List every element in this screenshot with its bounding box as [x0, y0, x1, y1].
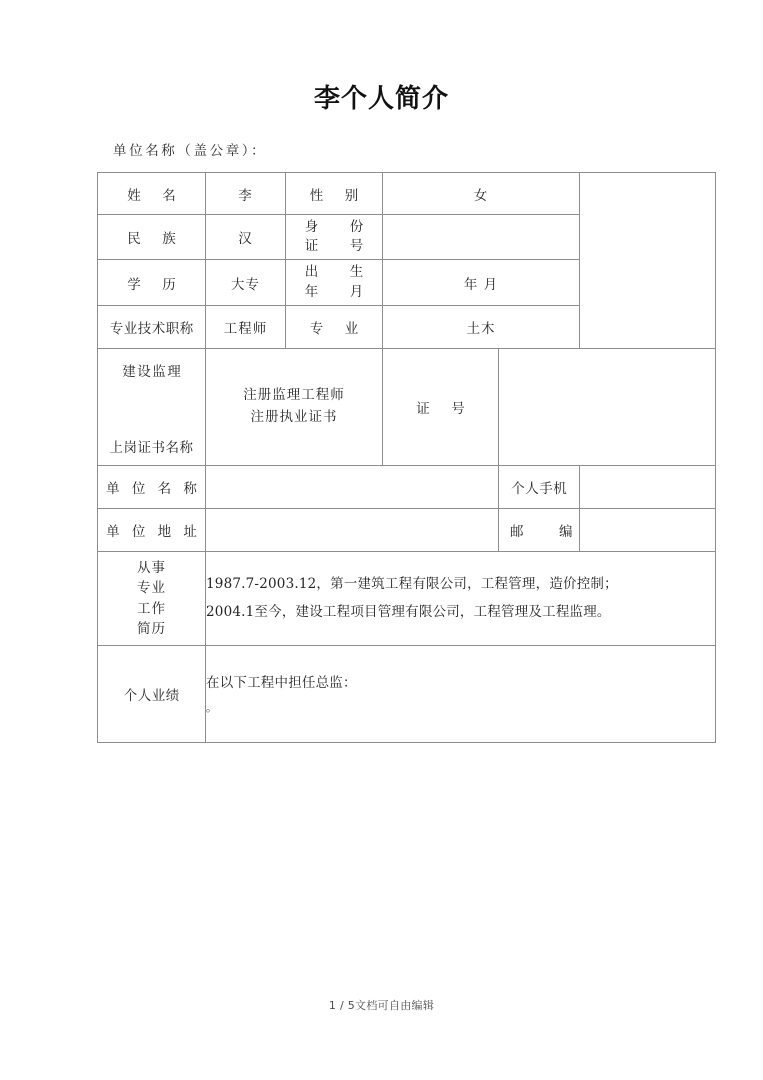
cell-value-name[interactable]: 李	[206, 173, 286, 215]
personal-profile-table	[97, 172, 716, 743]
photo-cell[interactable]	[580, 173, 716, 349]
cell-label-id-number	[286, 215, 383, 260]
cell-value-performance[interactable]	[206, 646, 716, 743]
birthdate-label-line1: 出 生	[304, 264, 373, 281]
cell-label-education: 学 历	[98, 260, 206, 306]
id-label-line2: 证 号	[304, 238, 373, 254]
table-row-work-resume	[98, 552, 716, 646]
cell-value-education[interactable]: 大专	[206, 260, 286, 306]
performance-line-2: 。	[206, 700, 218, 714]
page-title: 李个人简介	[313, 84, 449, 114]
org-name-line: 单位名称（盖公章）：	[113, 143, 268, 159]
cell-value-work-resume[interactable]	[206, 552, 716, 646]
cell-label-supervision-certificate	[98, 349, 206, 466]
page-footer: 1 / 5文档可自由编辑	[328, 999, 435, 1012]
resume-label-line3: 工作	[137, 600, 166, 617]
cell-value-certificate-number[interactable]	[499, 349, 716, 466]
cell-label-company-name: 单 位 名 称	[98, 466, 206, 509]
cell-label-performance: 个人业绩	[98, 646, 206, 743]
cell-value-mobile[interactable]	[580, 466, 716, 509]
cell-value-major[interactable]: 土木	[383, 306, 580, 349]
table-row-performance	[98, 646, 716, 743]
resume-line-1: 1987.7-2003.12，第一建筑工程有限公司，工程管理，造价控制；	[206, 575, 618, 592]
table-row-company-name	[98, 466, 716, 509]
birthdate-label-line2: 年 月	[304, 283, 373, 300]
cell-label-name: 姓 名	[98, 173, 206, 215]
cell-label-gender: 性 别	[286, 173, 383, 215]
cell-label-company-address: 单 位 地 址	[98, 509, 206, 552]
cell-label-mobile: 个人手机	[499, 466, 580, 509]
certificate-name-line2: 注册执业证书	[250, 409, 338, 425]
cell-value-certificate-name[interactable]	[206, 349, 383, 466]
cell-label-ethnicity: 民 族	[98, 215, 206, 260]
resume-label-line2: 专业	[137, 580, 166, 597]
cell-value-birthdate[interactable]: 年 月	[383, 260, 580, 306]
cell-value-company-name[interactable]	[206, 466, 499, 509]
cert-label-bottom: 上岗证书名称	[109, 440, 194, 456]
cell-value-professional-title[interactable]: 工程师	[206, 306, 286, 349]
table-row-name	[98, 173, 716, 215]
cert-label-top: 建设监理	[122, 364, 183, 380]
cell-value-id-number[interactable]	[383, 215, 580, 260]
certificate-name-line1: 注册监理工程师	[243, 387, 345, 404]
cell-label-postcode: 邮 编	[499, 509, 580, 552]
cell-value-company-address[interactable]	[206, 509, 499, 552]
id-label-line1: 身 份	[304, 218, 373, 235]
cell-value-ethnicity[interactable]: 汉	[206, 215, 286, 260]
cell-value-postcode[interactable]	[580, 509, 716, 552]
cell-label-birthdate	[286, 260, 383, 306]
cell-label-professional-title: 专业技术职称	[98, 306, 206, 349]
cell-value-gender[interactable]: 女	[383, 173, 580, 215]
performance-line-1: 在以下工程中担任总监：	[206, 674, 357, 691]
cell-label-major: 专 业	[286, 306, 383, 349]
cell-label-certificate-number: 证 号	[383, 349, 499, 466]
resume-label-line1: 从事	[137, 560, 166, 576]
resume-line-2: 2004.1至今，建设工程项目管理有限公司，工程管理及工程监理。	[206, 603, 611, 620]
cell-label-work-resume	[98, 552, 206, 646]
resume-label-line4: 简历	[137, 620, 166, 637]
table-row-certificate	[98, 349, 716, 466]
table-row-company-address	[98, 509, 716, 552]
